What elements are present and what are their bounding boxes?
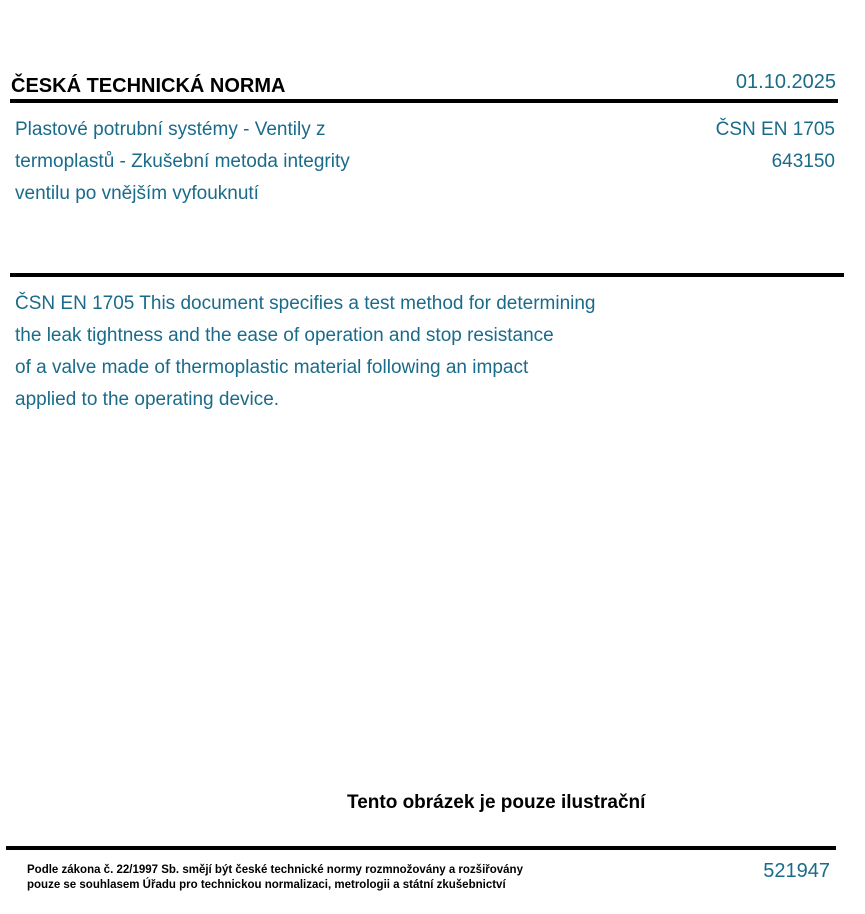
order-number: 521947	[763, 860, 830, 882]
document-title-line: termoplastů - Zkušební metoda integrity	[15, 151, 350, 172]
legal-notice-line: pouze se souhlasem Úřadu pro technickou normalizaci, metrologii a státní zkušebnictví	[27, 879, 506, 891]
illustration-note: Tento obrázek je pouze ilustrační	[347, 792, 646, 813]
classification-code: 643150	[771, 151, 835, 172]
abstract-line: applied to the operating device.	[15, 389, 280, 410]
legal-notice	[27, 863, 523, 893]
publication-date: 01.10.2025	[735, 71, 836, 93]
document-title	[15, 114, 435, 210]
abstract-line: of a valve made of thermoplastic material following an impact	[15, 357, 529, 378]
header-divider	[10, 99, 838, 103]
abstract-text	[15, 288, 715, 416]
document-title-line: ventilu po vnějším vyfouknutí	[15, 183, 259, 204]
section-divider	[10, 273, 844, 277]
norm-header-title: ČESKÁ TECHNICKÁ NORMA	[11, 75, 286, 97]
abstract-line: the leak tightness and the ease of operation and stop resistance	[15, 325, 554, 346]
standard-number: ČSN EN 1705	[715, 119, 835, 140]
footer-divider	[6, 846, 836, 850]
legal-notice-line: Podle zákona č. 22/1997 Sb. smějí být české technické normy rozmnožovány a rozšiřovány	[27, 864, 523, 876]
abstract-line: ČSN EN 1705 This document specifies a test method for determining	[15, 293, 596, 314]
document-title-line: Plastové potrubní systémy - Ventily z	[15, 119, 326, 140]
